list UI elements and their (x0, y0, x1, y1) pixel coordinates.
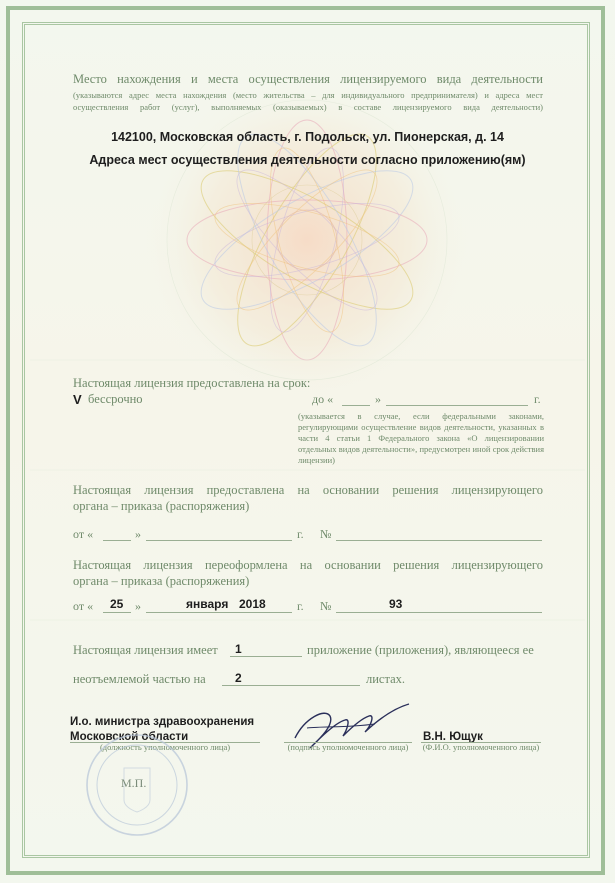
basis-year: г. (297, 527, 304, 541)
signer-position-line1: И.о. министра здравоохранения (70, 716, 255, 728)
reissue-year: г. (297, 599, 304, 613)
term-until-prefix: до « (312, 392, 334, 406)
annex-line1-end: приложение (приложения), являющееся ее (307, 643, 534, 657)
term-label: Настоящая лицензия предоставлена на срок: (73, 376, 311, 390)
annex-sheets-line (222, 685, 360, 686)
basis-day-line (103, 540, 131, 541)
annex-sheets: 2 (235, 671, 242, 685)
basis-text-line2: органа – приказа (распоряжения) (73, 499, 250, 513)
signer-name: В.Н. Ющук (423, 731, 483, 743)
term-until-mid: » (375, 392, 381, 406)
term-note: (указывается в случае, если федеральными законами, регулирующими осуществление видов деятельности, указанных в части 4 статьи 1 Федерального закона «О лицензировании отдельных видов деятельности», предусмотрен иной срок действия лицензии) (298, 411, 544, 465)
signature-caption: (подпись уполномоченного лица) (287, 742, 409, 752)
position-caption: (должность уполномоченного лица) (99, 742, 231, 752)
reissue-from: от « (73, 599, 94, 613)
term-until-month-line (386, 405, 528, 406)
reissue-month: января (186, 597, 229, 611)
signer-position-line2: Московской области (70, 731, 189, 743)
location-note-line1: (указываются адрес места нахождения (место жительства – для индивидуального предпринимателя) и адреса мест (73, 90, 543, 100)
stamp-label: М.П. (121, 776, 147, 790)
reissue-month-line (146, 612, 292, 613)
name-caption: (Ф.И.О. уполномоченного лица) (422, 742, 540, 752)
location-heading: Место нахождения и места осуществления лицензируемого вида деятельности (73, 72, 543, 86)
basis-from: от « (73, 527, 94, 541)
basis-text-line1: Настоящая лицензия предоставлена на основании решения лицензирующего (73, 483, 543, 497)
license-address: 142100, Московская область, г. Подольск, ул. Пионерская, д. 14 (111, 130, 504, 144)
annex-line1-start: Настоящая лицензия имеет (73, 643, 218, 657)
reissue-text-line2: органа – приказа (распоряжения) (73, 574, 250, 588)
reissue-number-line (336, 612, 542, 613)
reissue-num: № (320, 599, 332, 613)
basis-close: » (135, 527, 141, 541)
reissue-close: » (135, 599, 141, 613)
basis-num: № (320, 527, 332, 541)
basis-month-line (146, 540, 292, 541)
annex-count: 1 (235, 642, 242, 656)
reissue-text-line1: Настоящая лицензия переоформлена на основании решения лицензирующего (73, 558, 543, 572)
term-until-day-line (342, 405, 370, 406)
reissue-day: 25 (110, 597, 124, 611)
term-until-suffix: г. (534, 392, 541, 406)
basis-number-line (336, 540, 542, 541)
reissue-day-line (103, 612, 131, 613)
term-value: бессрочно (88, 392, 143, 406)
location-note-line2: осуществления работ (услуг), выполняемых (оказываемых) в составе лицензируемого вида деятельности) (73, 102, 543, 112)
annex-line2-start: неотъемлемой частью на (73, 672, 206, 686)
addresses-reference: Адреса мест осуществления деятельности согласно приложению(ям) (89, 153, 526, 167)
annex-line2-end: листах. (366, 672, 406, 686)
annex-count-line (230, 656, 302, 657)
reissue-number: 93 (389, 597, 403, 611)
reissue-year-value: 2018 (239, 597, 266, 611)
term-check-mark: V (73, 392, 82, 407)
